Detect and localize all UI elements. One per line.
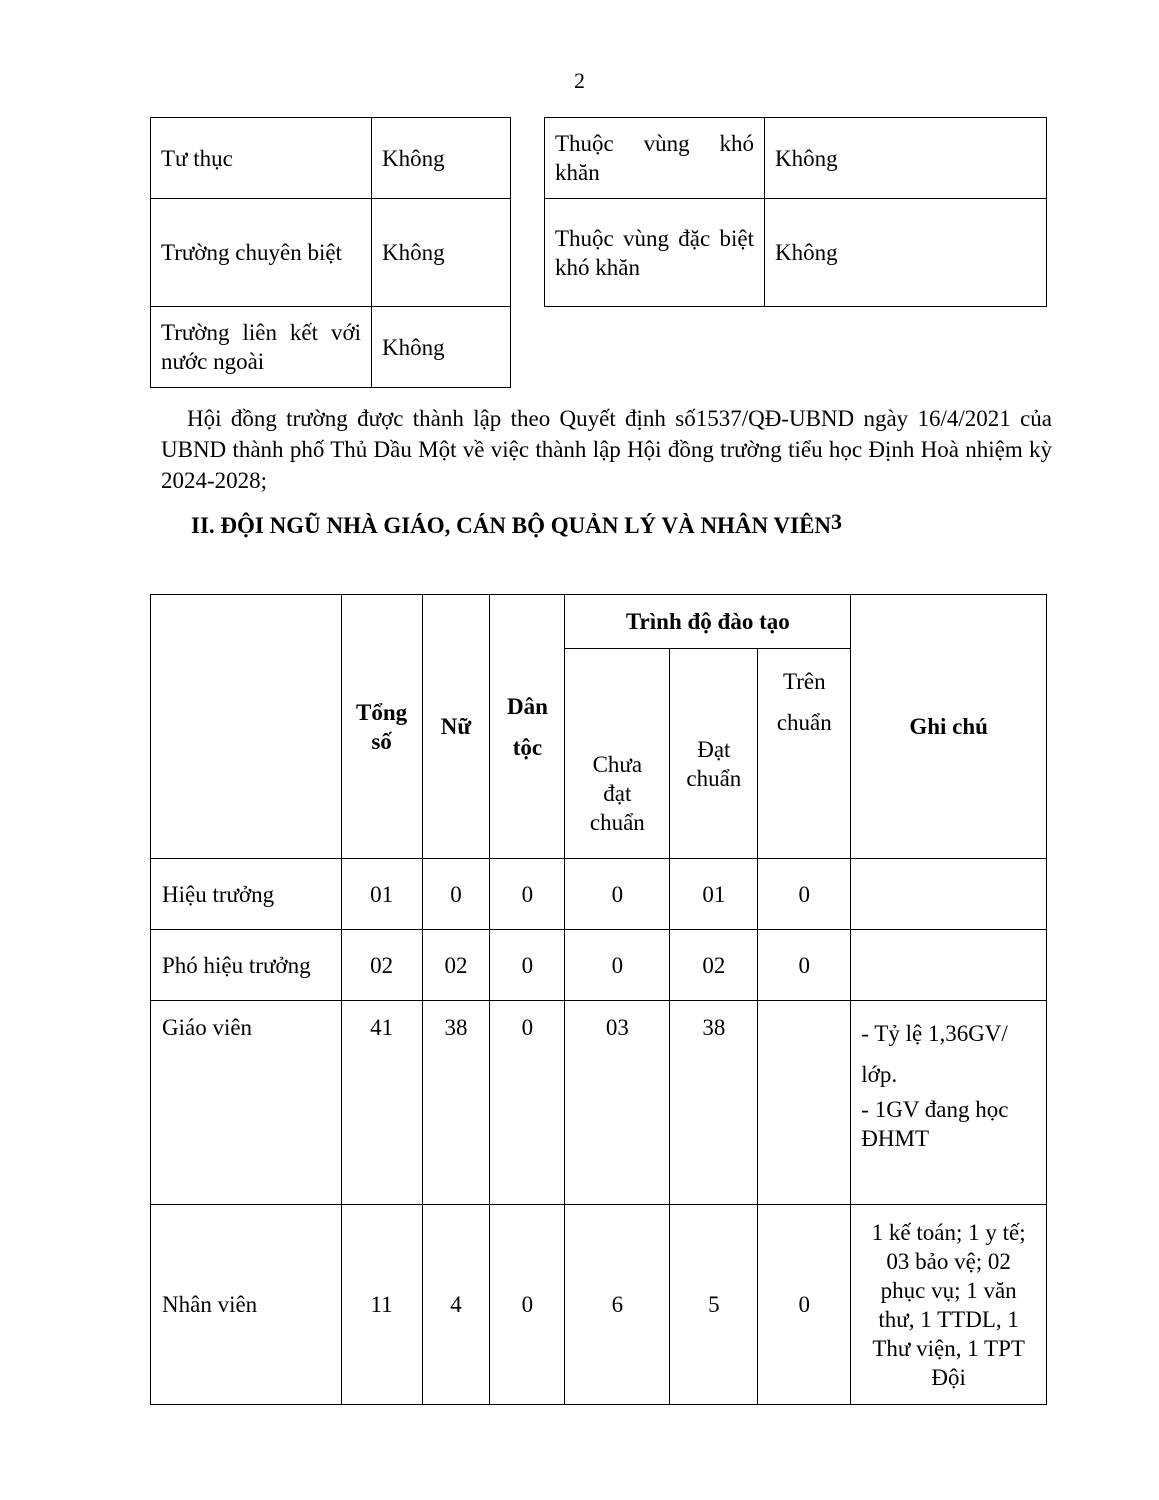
table-row <box>545 118 1047 199</box>
cell-note <box>851 859 1047 930</box>
cell-ethnic: 0 <box>490 859 565 930</box>
council-paragraph <box>161 403 1052 496</box>
table-row <box>151 307 511 388</box>
cell-note: 1 kế toán; 1 y tế; 03 bảo vệ; 02 phục vụ; 1 văn thư, 1 TTDL, 1 Thư viện, 1 TPT Đội <box>851 1205 1047 1405</box>
cell-above: 0 <box>758 930 851 1001</box>
cell-below: 0 <box>565 859 670 930</box>
cell-total: 01 <box>341 859 422 930</box>
info-label: Tư thục <box>151 118 372 199</box>
cell-above: 0 <box>758 1205 851 1405</box>
section-heading-text: II. ĐỘI NGŨ NHÀ GIÁO, CÁN BỘ QUẢN LÝ VÀ NHÂN VIÊN <box>191 513 832 538</box>
cell-standard: 38 <box>670 1001 758 1205</box>
cell-ethnic: 0 <box>490 930 565 1001</box>
cell-above: 0 <box>758 859 851 930</box>
header-training-level: Trình độ đào tạo <box>565 595 851 649</box>
header-total: Tổng số <box>341 595 422 859</box>
row-role: Hiệu trưởng <box>151 859 342 930</box>
cell-note <box>851 1001 1047 1205</box>
info-value: Không <box>765 118 1047 199</box>
cell-standard: 01 <box>670 859 758 930</box>
info-label: Thuộc vùng khó khăn <box>545 118 765 199</box>
cell-ethnic: 0 <box>490 1205 565 1405</box>
table-row <box>151 118 511 199</box>
cell-note <box>851 930 1047 1001</box>
info-value: Không <box>765 199 1047 307</box>
header-below-standard: Chưa đạt chuẩn <box>565 649 670 859</box>
cell-above <box>758 1001 851 1205</box>
school-type-table-right <box>544 117 1047 307</box>
cell-total: 11 <box>341 1205 422 1405</box>
table-row <box>151 930 1047 1001</box>
note-line: - 1GV đang học ĐHMT <box>861 1097 1009 1151</box>
row-role: Nhân viên <box>151 1205 342 1405</box>
header-female: Nữ <box>422 595 490 859</box>
cell-female: 0 <box>422 859 490 930</box>
note-line: - Tỷ lệ 1,36GV/ lớp. <box>861 1021 1008 1087</box>
paragraph-text: Hội đồng trường được thành lập theo Quyết định số1537/QĐ-UBND ngày 16/4/2021 của UBND thành phố Thủ Dầu Một về việc thành lập Hội đồng trường tiểu học Định Hoà nhiệm kỳ 2024-2028; <box>161 406 1052 493</box>
cell-standard: 02 <box>670 930 758 1001</box>
cell-ethnic: 0 <box>490 1001 565 1205</box>
header-standard: Đạt chuẩn <box>670 649 758 859</box>
cell-below: 6 <box>565 1205 670 1405</box>
info-label: Trường chuyên biệt <box>151 199 372 307</box>
info-value: Không <box>372 118 511 199</box>
row-role: Phó hiệu trưởng <box>151 930 342 1001</box>
info-label: Thuộc vùng đặc biệt khó khăn <box>545 199 765 307</box>
cell-standard: 5 <box>670 1205 758 1405</box>
table-row <box>545 199 1047 307</box>
cell-total: 02 <box>341 930 422 1001</box>
cell-female: 38 <box>422 1001 490 1205</box>
info-label: Trường liên kết với nước ngoài <box>151 307 372 388</box>
table-row <box>151 1001 1047 1205</box>
info-value: Không <box>372 199 511 307</box>
table-row <box>151 199 511 307</box>
school-type-table-left <box>150 117 511 388</box>
table-header-row <box>151 595 1047 649</box>
cell-below: 0 <box>565 930 670 1001</box>
header-notes: Ghi chú <box>851 595 1047 859</box>
footnote-marker: 3 <box>831 509 843 534</box>
header-blank <box>151 595 342 859</box>
cell-female: 02 <box>422 930 490 1001</box>
table-row <box>151 1205 1047 1405</box>
cell-female: 4 <box>422 1205 490 1405</box>
cell-below: 03 <box>565 1001 670 1205</box>
cell-total: 41 <box>341 1001 422 1205</box>
row-role: Giáo viên <box>151 1001 342 1205</box>
table-row <box>151 859 1047 930</box>
header-ethnic: Dân tộc <box>490 595 565 859</box>
page-number: 2 <box>574 68 585 93</box>
info-value: Không <box>372 307 511 388</box>
staff-table <box>150 594 1047 1405</box>
header-above-standard: Trên chuẩn <box>758 649 851 859</box>
section-heading <box>191 509 843 539</box>
